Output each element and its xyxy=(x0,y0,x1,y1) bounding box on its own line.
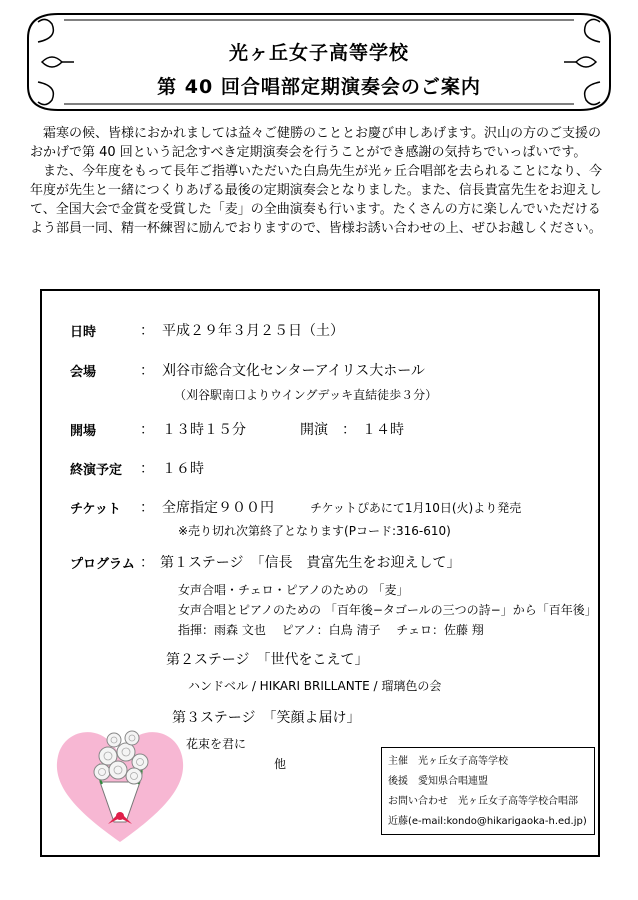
support-line: 後援 愛知県合唱連盟 xyxy=(388,776,488,787)
stage1-title: 第１ステージ 「信長 貴富先生をお迎えして」 xyxy=(160,555,461,571)
stage1-line-2: 女声合唱とピアノのための 「百年後−タゴールの三つの詩−」から「百年後」 xyxy=(178,603,597,617)
open-value: １３時１５分 xyxy=(162,422,246,438)
program-label: プログラム xyxy=(70,557,135,572)
ticket-sale: チケットぴあにて1月10日(火)より発売 xyxy=(310,501,522,515)
inquiry-line: お問い合わせ 光ヶ丘女子高等学校合唱部 xyxy=(388,796,578,807)
stage3-line-1: 花束を君に xyxy=(186,737,247,751)
stage2-title: 第２ステージ 「世代をこえて」 xyxy=(166,652,369,668)
stage1-line-3: 指揮：雨森 文也 ピアノ：白鳥 清子 チェロ：佐藤 翔 xyxy=(178,623,484,637)
heart-bouquet-icon xyxy=(50,712,190,852)
open-colon: ： xyxy=(140,422,154,438)
end-value: １６時 xyxy=(162,461,204,477)
ticket-colon: ： xyxy=(140,500,154,516)
host-line: 主催 光ヶ丘女子高等学校 xyxy=(388,756,508,767)
stage1-line-1: 女声合唱・チェロ・ピアノのための 「麦」 xyxy=(178,583,409,597)
intro-paragraph-1: 霜寒の候、皆様におかれましては益々ご健勝のこととお慶び申しあげます。沢山の方のご支援のおかげで第 40 回という記念すべき定期演奏会を行うことができ感謝の気持ちでいっぱいです。 xyxy=(30,126,601,160)
stage3-line-2: 他 xyxy=(274,757,287,771)
contact-box xyxy=(381,747,595,835)
page-title: 第 40 回合唱部定期演奏会のご案内 xyxy=(157,76,481,98)
date-value: 平成２９年３月２５日（土） xyxy=(162,323,344,339)
end-label: 終演予定 xyxy=(70,463,123,478)
intro-paragraph-2: また、今年度をもって長年ご指導いただいた白鳥先生が光ヶ丘合唱部を去られることになり、今年度が先生と一緒につくりあげる最後の定期演奏会となりました。また、信長貴富先生をお迎えして、全国大会で金賞を受賞した「麦」の全曲演奏も行います。たくさんの方に楽しんでいただけるよう部員一同、精一杯練習に励んでおりますので、皆様お誘い合わせの上、ぜひお越しください。 xyxy=(30,164,603,236)
end-colon: ： xyxy=(140,461,154,477)
stage2-line-1: ハンドベル / HIKARI BRILLANTE / 瑠璃色の会 xyxy=(188,679,442,693)
ticket-label: チケット xyxy=(70,502,121,517)
program-colon: ： xyxy=(140,555,154,571)
stage3-title: 第３ステージ 「笑顔よ届け」 xyxy=(172,710,361,726)
intro-text xyxy=(30,124,610,238)
venue-label: 会場 xyxy=(70,365,97,380)
date-colon: ： xyxy=(140,323,154,339)
date-label: 日時 xyxy=(70,325,97,340)
start-label: 開演 xyxy=(300,422,328,438)
school-name: 光ヶ丘女子高等学校 xyxy=(228,42,409,64)
open-label: 開場 xyxy=(70,424,97,439)
ticket-value: 全席指定９００円 xyxy=(162,500,274,516)
ticket-note: ※売り切れ次第終了となります(Pコード:316-610) xyxy=(178,524,451,538)
contact-person-email[interactable]: 近藤(e-mail:kondo@hikarigaoka-h.ed.jp) xyxy=(388,816,587,827)
venue-note: （刈谷駅南口よりウイングデッキ直結徒歩３分） xyxy=(174,388,438,402)
start-value: １４時 xyxy=(362,422,404,438)
venue-colon: ： xyxy=(140,363,154,379)
start-colon: ： xyxy=(342,422,356,438)
venue-value: 刈谷市総合文化センターアイリス大ホール xyxy=(162,363,425,379)
